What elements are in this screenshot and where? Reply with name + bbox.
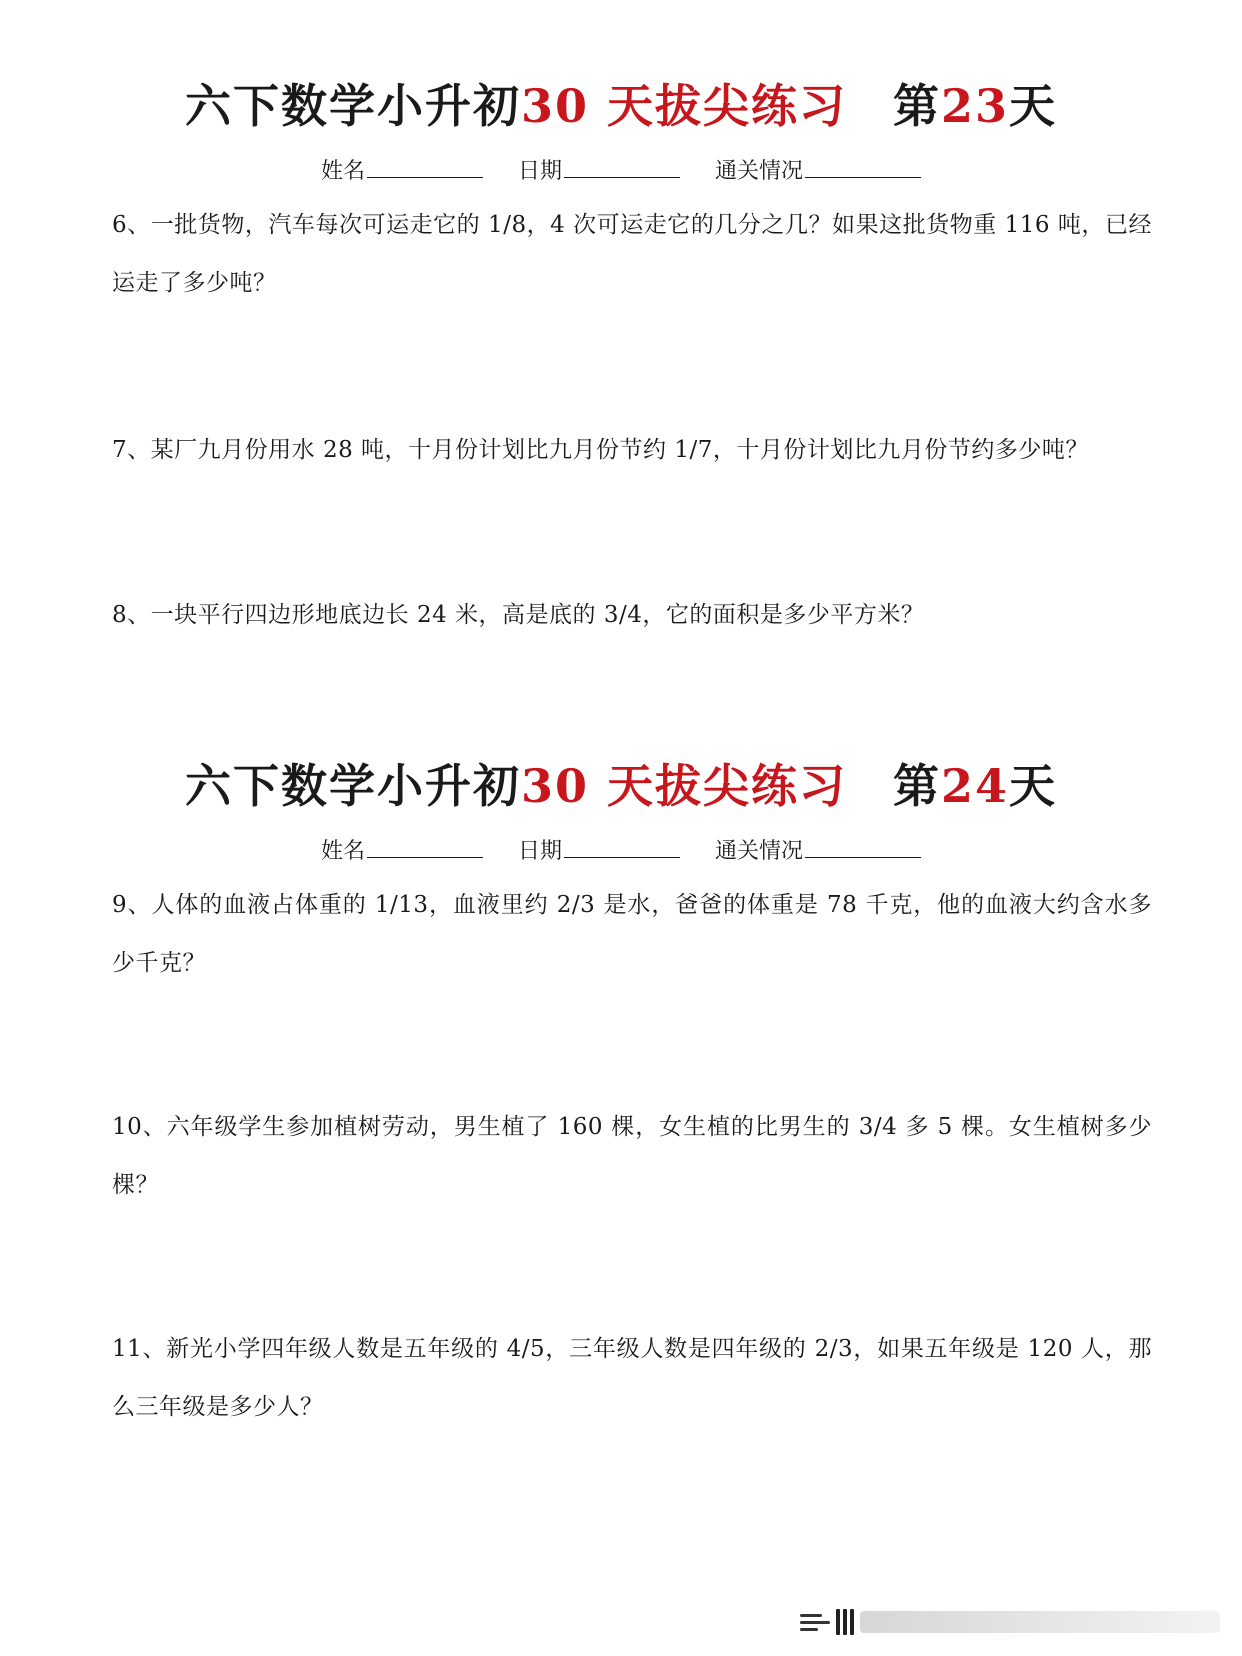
watermark-logo: [800, 1604, 1220, 1640]
title-day-number: 24: [941, 759, 1010, 813]
section-title-day-23: [0, 70, 1242, 136]
name-blank[interactable]: [367, 839, 483, 858]
name-blank[interactable]: [367, 159, 483, 178]
date-label: 日期: [517, 839, 562, 864]
title-day-suffix: 天: [1009, 79, 1058, 133]
question-10: 10、六年级学生参加植树劳动，男生植了 160 棵，女生植的比男生的 3/4 多 5 棵。女生植树多少棵？: [112, 1114, 1152, 1198]
section-title-day-24: [0, 750, 1242, 816]
question-11: 11、新光小学四年级人数是五年级的 4/5，三年级人数是四年级的 2/3，如果五年级是 120 人，那么三年级是多少人？: [112, 1336, 1152, 1420]
question-9: 9、人体的血液占体重的 1/13，血液里约 2/3 是水，爸爸的体重是 78 千克，他的血液大约含水多少千克？: [112, 892, 1152, 976]
date-blank[interactable]: [564, 839, 680, 858]
status-blank[interactable]: [805, 159, 921, 178]
info-line-day-24: [0, 834, 1242, 865]
title-main: 六下数学小升初: [184, 79, 521, 133]
status-field[interactable]: [715, 154, 921, 185]
name-label: 姓名: [320, 159, 365, 184]
info-line-day-23: [0, 154, 1242, 185]
date-field[interactable]: [518, 154, 680, 185]
title-day-prefix: 第: [893, 759, 941, 813]
title-day-number: 23: [941, 79, 1010, 133]
date-blank[interactable]: [564, 159, 680, 178]
question-7: 7、某厂九月份用水 28 吨，十月份计划比九月份节约 1/7，十月份计划比九月份节约多少吨？: [112, 437, 1089, 463]
name-label: 姓名: [320, 839, 365, 864]
date-label: 日期: [517, 159, 562, 184]
title-main: 六下数学小升初: [184, 759, 521, 813]
name-field[interactable]: [321, 154, 483, 185]
title-day-prefix: 第: [893, 79, 941, 133]
status-label: 通关情况: [715, 839, 804, 864]
watermark-fade: [860, 1611, 1220, 1633]
name-field[interactable]: [321, 834, 483, 865]
question-8: 8、一块平行四边形地底边长 24 米，高是底的 3/4，它的面积是多少平方米？: [112, 602, 925, 628]
question-6: 6、一批货物，汽车每次可运走它的 1/8，4 次可运走它的几分之几？如果这批货物重 116 吨，已经运走了多少吨？: [112, 212, 1152, 296]
watermark-lines-icon: [800, 1614, 830, 1631]
title-highlight: 30 天拔尖练习: [520, 79, 847, 133]
title-day-suffix: 天: [1009, 759, 1058, 813]
date-field[interactable]: [518, 834, 680, 865]
title-highlight: 30 天拔尖练习: [520, 759, 847, 813]
status-field[interactable]: [715, 834, 921, 865]
status-blank[interactable]: [805, 839, 921, 858]
watermark-bars-icon: [836, 1609, 854, 1635]
status-label: 通关情况: [715, 159, 804, 184]
